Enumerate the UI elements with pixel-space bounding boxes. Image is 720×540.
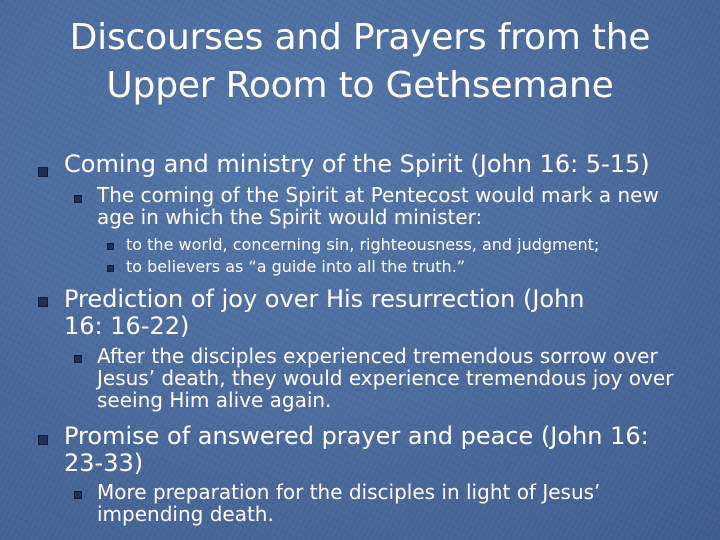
bullet-text: to the world, concerning sin, righteousness, and judgment; — [126, 235, 600, 254]
square-bullet-icon — [38, 167, 48, 177]
square-bullet-icon — [74, 491, 82, 499]
bullet-text: Coming and ministry of the Spirit (John 16: 5-15) — [64, 150, 650, 178]
square-bullet-icon — [74, 355, 82, 363]
bullet-text: Promise of answered prayer and peace (John 16: 23-33) — [64, 422, 649, 477]
square-bullet-icon — [107, 265, 114, 272]
square-bullet-icon — [107, 243, 114, 250]
square-bullet-icon — [38, 435, 48, 445]
bullet-text: to believers as “a guide into all the truth.” — [126, 257, 466, 276]
bullet-text: After the disciples experienced tremendous sorrow over Jesus’ death, they would experience tremendous joy over seeing Him alive again. — [97, 344, 674, 412]
bullet-text: More preparation for the disciples in light of Jesus’ impending death. — [97, 480, 601, 526]
title-line-1: Discourses and Prayers from the — [69, 17, 651, 58]
square-bullet-icon — [38, 297, 48, 307]
bullet-text: Prediction of joy over His resurrection (John 16: 16-22) — [64, 285, 585, 340]
square-bullet-icon — [74, 195, 82, 203]
bullet-text: The coming of the Spirit at Pentecost would mark a new age in which the Spirit would minister: — [97, 183, 659, 229]
title-line-2: Upper Room to Gethsemane — [106, 65, 614, 106]
